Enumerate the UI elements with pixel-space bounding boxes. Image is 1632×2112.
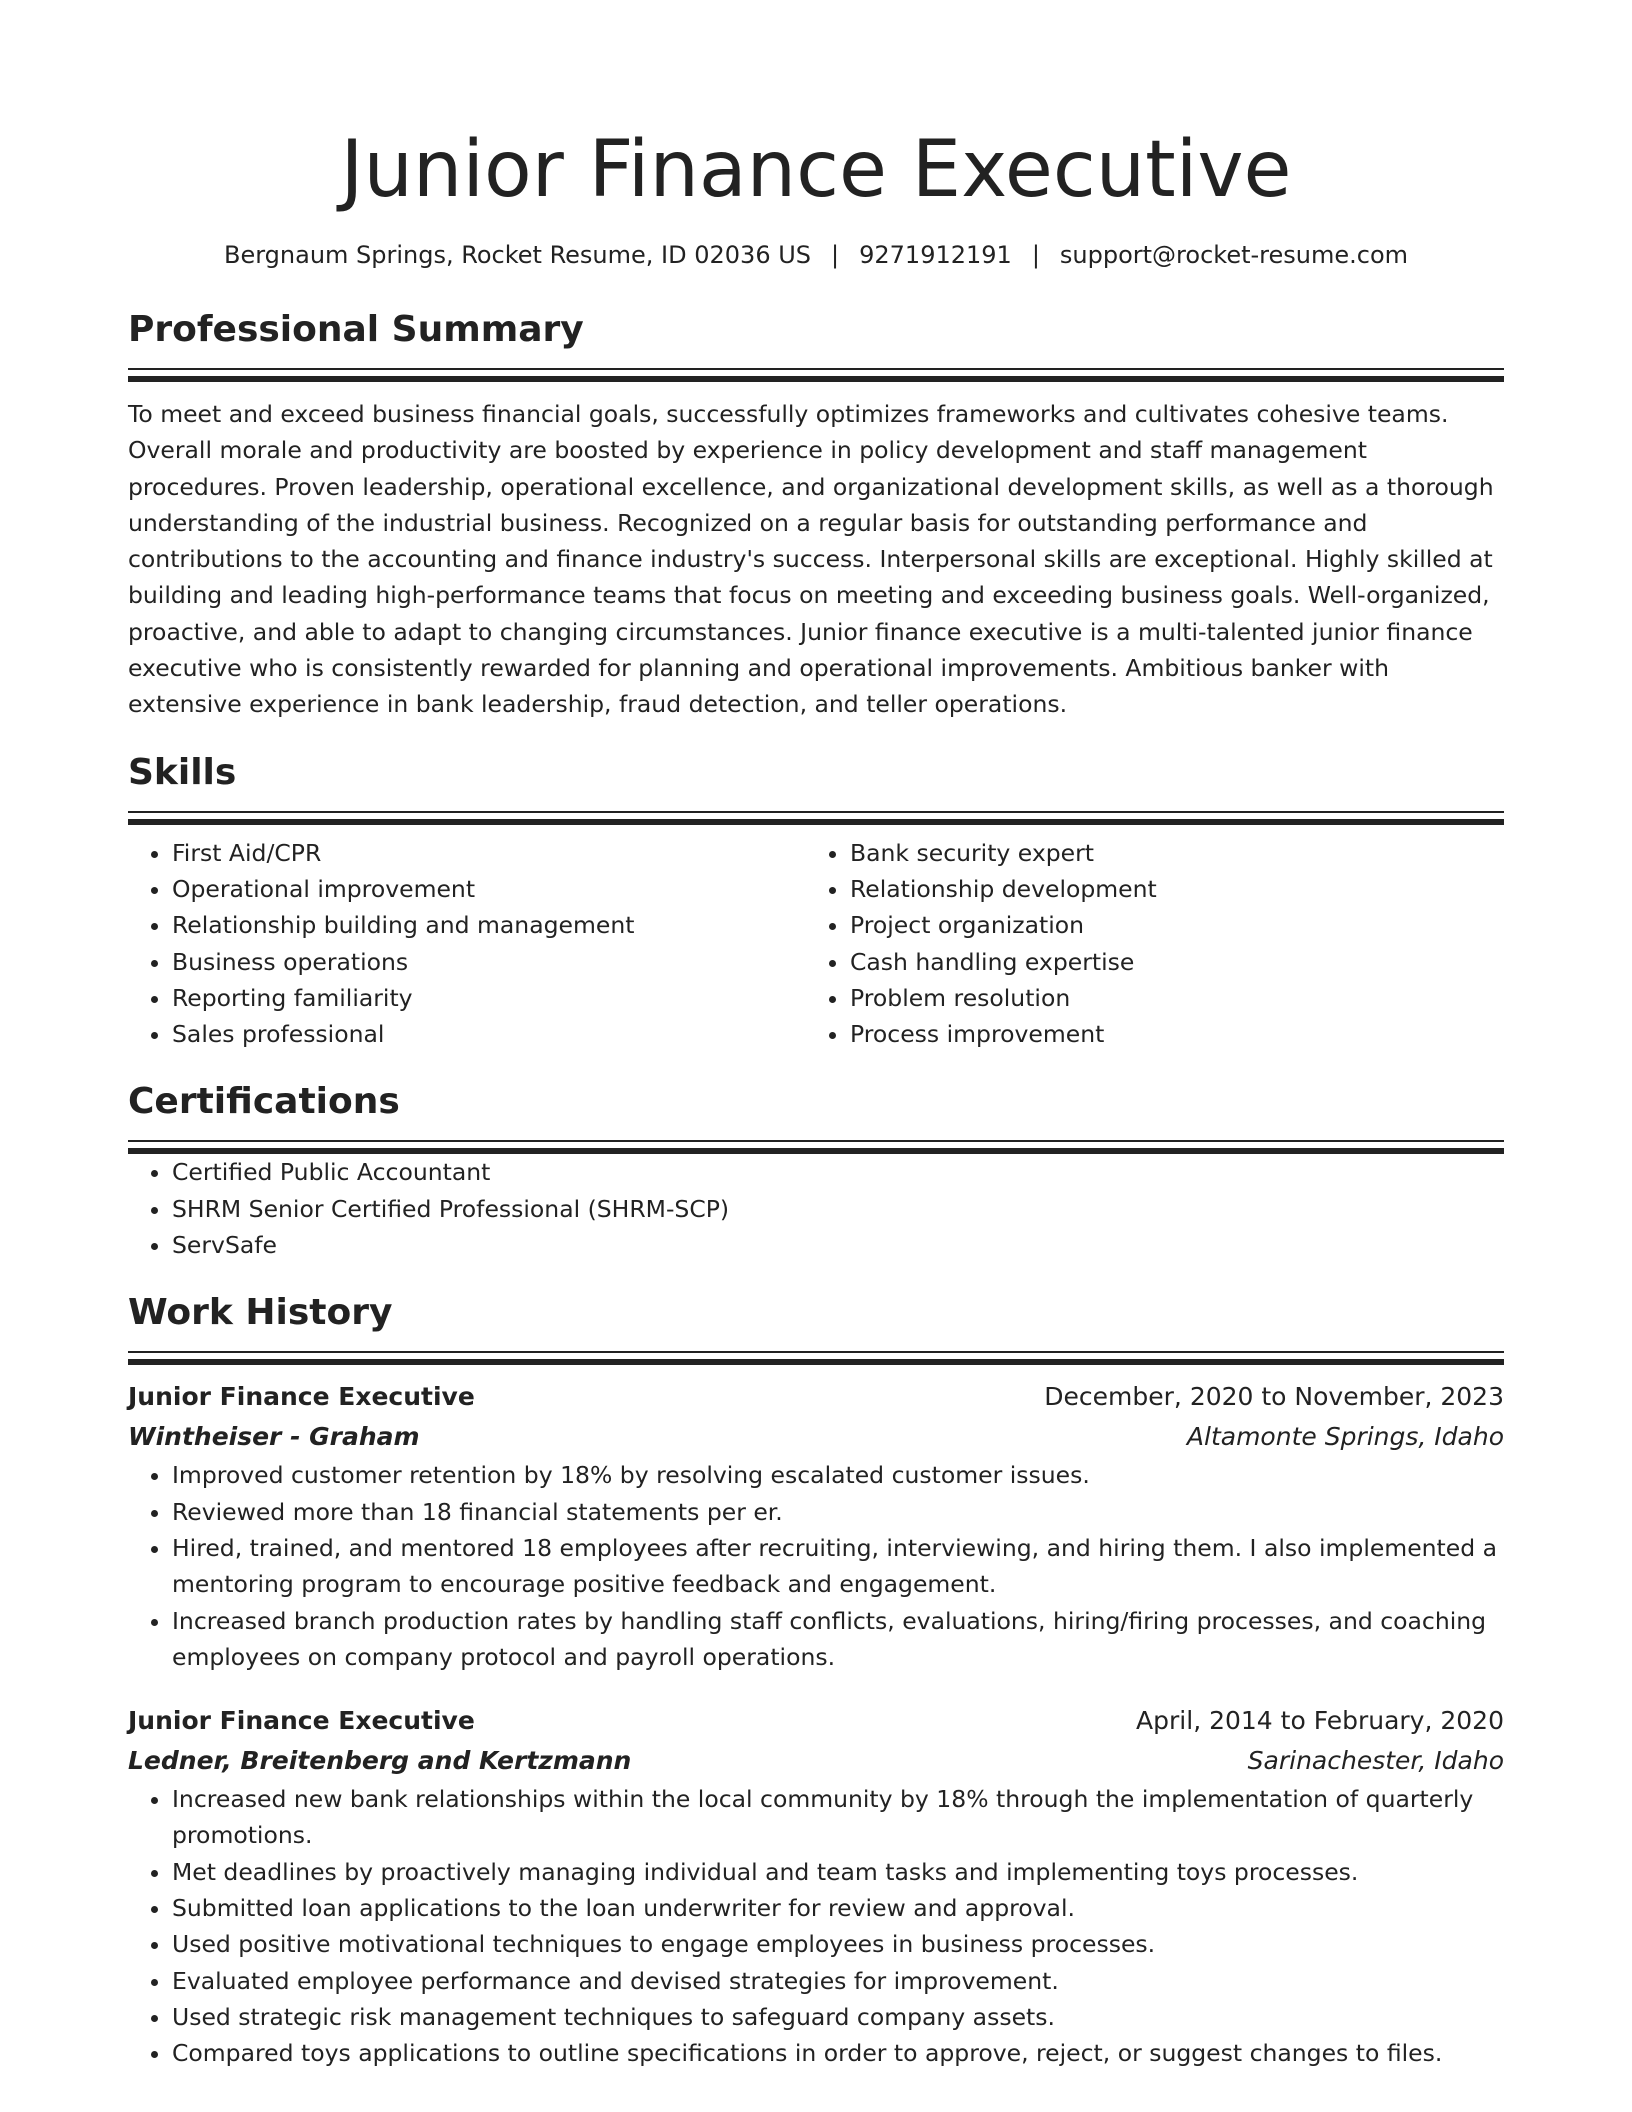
contact-email: support@rocket-resume.com xyxy=(1059,241,1408,269)
summary-section xyxy=(128,308,1504,723)
section-divider xyxy=(128,1140,1504,1154)
section-divider xyxy=(128,811,1504,825)
section-title-certifications: Certifications xyxy=(128,1081,400,1123)
job-company: Ledner, Breitenberg and Kertzmann xyxy=(128,1746,632,1776)
work-history-section xyxy=(128,1291,1504,2071)
certification-item: • SHRM Senior Certified Professional (SHRM-SCP) xyxy=(172,1191,1504,1227)
skills-columns xyxy=(128,835,1504,1053)
contact-line xyxy=(128,238,1504,272)
resume-page xyxy=(128,0,1504,2072)
job-bullet-list xyxy=(128,1457,1504,1675)
contact-address: Bergnaum Springs, Rocket Resume, ID 02036 US xyxy=(223,241,812,269)
skill-item: • Problem resolution xyxy=(850,980,1484,1016)
section-title-skills: Skills xyxy=(128,751,237,793)
skills-column-right xyxy=(806,835,1484,1053)
certification-list xyxy=(128,1154,1504,1263)
certifications-section xyxy=(128,1080,1504,1263)
job-entry xyxy=(128,1377,1504,1675)
skill-item: • Bank security expert xyxy=(850,835,1484,871)
job-location: Altamonte Springs, Idaho xyxy=(1186,1422,1504,1452)
skills-section xyxy=(128,751,1504,1053)
skill-item: • Relationship development xyxy=(850,871,1484,907)
section-title-work-history: Work History xyxy=(128,1292,393,1334)
certification-item: • ServSafe xyxy=(172,1227,1504,1263)
job-bullet: • Compared toys applications to outline specifications in order to approve, reject, or suggest changes to files. xyxy=(172,2035,1504,2071)
job-bullet: • Improved customer retention by 18% by resolving escalated customer issues. xyxy=(172,1457,1504,1493)
certification-item: • Certified Public Accountant xyxy=(172,1154,1504,1190)
job-bullet: • Met deadlines by proactively managing individual and team tasks and implementing toys processes. xyxy=(172,1854,1504,1890)
skill-item: • Operational improvement xyxy=(172,871,806,907)
job-location: Sarinachester, Idaho xyxy=(1247,1746,1504,1776)
job-dates: December, 2020 to November, 2023 xyxy=(1044,1382,1504,1412)
job-bullet-list xyxy=(128,1781,1504,2071)
job-subheader xyxy=(128,1417,1504,1457)
job-bullet: • Increased branch production rates by handling staff conflicts, evaluations, hiring/firing processes, and coaching employees on company protocol and payroll operations. xyxy=(172,1603,1504,1676)
job-bullet: • Reviewed more than 18 financial statements per er. xyxy=(172,1494,1504,1530)
job-bullet: • Increased new bank relationships within the local community by 18% through the implementation of quarterly promotions. xyxy=(172,1781,1504,1854)
summary-text: To meet and exceed business financial goals, successfully optimizes frameworks and cultivates cohesive teams. Overall morale and productivity are boosted by experience in policy development and staff management procedures. Proven leadership, operational excellence, and organizational development skills, as well as a thorough understanding of the industrial business. Recognized on a regular basis for outstanding performance and contributions to the accounting and finance industry's success. Interpersonal skills are exceptional. Highly skilled at building and leading high-performance teams that focus on meeting and exceeding business goals. Well-organized, proactive, and able to adapt to changing circumstances. Junior finance executive is a multi-talented junior finance executive who is consistently rewarded for planning and operational improvements. Ambitious banker with extensive experience in bank leadership, fraud detection, and teller operations. xyxy=(128,400,1494,719)
skill-item: • Project organization xyxy=(850,907,1484,943)
resume-name: Junior Finance Executive xyxy=(340,125,1292,215)
skill-item: • First Aid/CPR xyxy=(172,835,806,871)
job-header xyxy=(128,1701,1504,1741)
skills-column-left xyxy=(128,835,806,1053)
job-dates: April, 2014 to February, 2020 xyxy=(1136,1706,1504,1736)
contact-separator: | xyxy=(1031,241,1040,269)
skill-item: • Sales professional xyxy=(172,1016,806,1052)
job-bullet: • Submitted loan applications to the loan underwriter for review and approval. xyxy=(172,1890,1504,1926)
job-bullet: • Hired, trained, and mentored 18 employees after recruiting, interviewing, and hiring them. I also implemented a mentoring program to encourage positive feedback and engagement. xyxy=(172,1530,1504,1603)
job-bullet: • Used positive motivational techniques to engage employees in business processes. xyxy=(172,1926,1504,1962)
job-entry xyxy=(128,1701,1504,2071)
job-title: Junior Finance Executive xyxy=(128,1706,475,1736)
section-divider xyxy=(128,368,1504,382)
job-company: Wintheiser - Graham xyxy=(128,1422,420,1452)
job-bullet: • Used strategic risk management techniques to safeguard company assets. xyxy=(172,1999,1504,2035)
job-title: Junior Finance Executive xyxy=(128,1382,475,1412)
section-title-summary: Professional Summary xyxy=(128,309,584,350)
skill-item: • Process improvement xyxy=(850,1016,1484,1052)
skill-item: • Reporting familiarity xyxy=(172,980,806,1016)
skill-item: • Cash handling expertise xyxy=(850,944,1484,980)
contact-phone: 9271912191 xyxy=(859,241,1012,269)
skill-item: • Business operations xyxy=(172,944,806,980)
skill-item: • Relationship building and management xyxy=(172,907,806,943)
section-divider xyxy=(128,1351,1504,1365)
job-header xyxy=(128,1377,1504,1417)
job-bullet: • Evaluated employee performance and devised strategies for improvement. xyxy=(172,1963,1504,1999)
contact-separator: | xyxy=(831,241,840,269)
job-subheader xyxy=(128,1741,1504,1781)
